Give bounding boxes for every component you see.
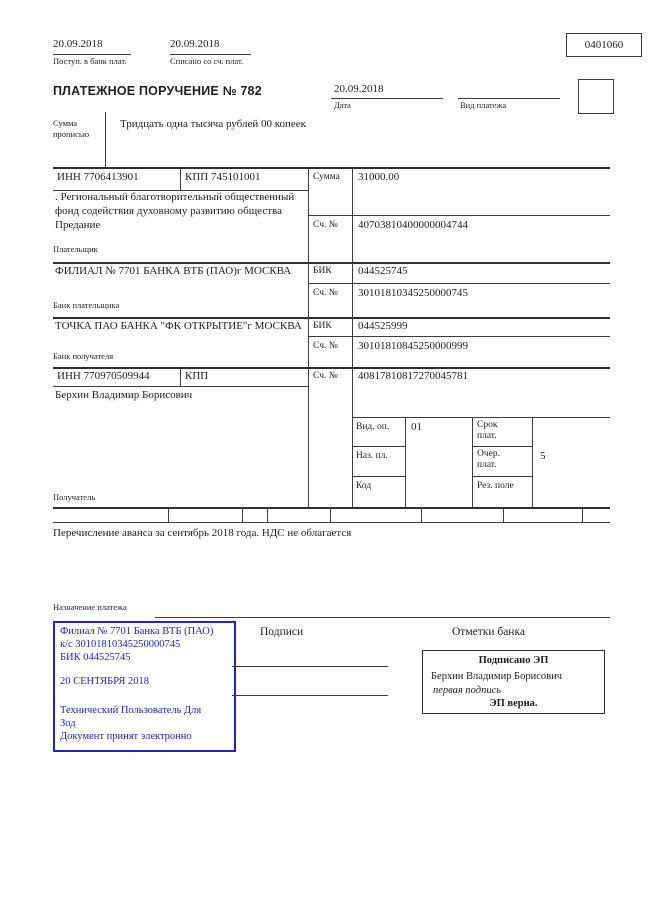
line <box>352 417 610 418</box>
line <box>472 476 532 477</box>
amount-in-words: Тридцать одна тысяча рублей 00 копеек <box>120 118 307 130</box>
amount-words-label: Сумма <box>53 118 78 128</box>
debited-label: Списано со сч. плат. <box>170 56 244 66</box>
sum-value: 31000.00 <box>358 171 400 183</box>
form-code: 0401060 <box>584 39 624 51</box>
form-code-box <box>566 33 642 57</box>
payment-purpose-text: Перечисление аванса за сентябрь 2018 года. НДС не облагается <box>53 527 352 539</box>
line <box>53 367 610 369</box>
payee-inn: ИНН 770970509944 <box>57 370 150 382</box>
line <box>331 98 443 99</box>
signatures-label: Подписи <box>260 626 304 638</box>
payer-bank-bik: 044525745 <box>358 265 408 277</box>
document-title: ПЛАТЕЖНОЕ ПОРУЧЕНИЕ № 782 <box>53 84 262 98</box>
document-date: 20.09.2018 <box>334 83 384 95</box>
line <box>582 507 583 522</box>
payer-bank-bik-label: БИК <box>313 266 332 276</box>
payment-kind-label: Вид платежа <box>460 100 507 110</box>
payee-bank-section-label: Банк получателя <box>53 351 114 361</box>
line <box>168 507 169 522</box>
payee-section-label: Получатель <box>53 492 96 502</box>
payee-bank-account: 30101810845250000999 <box>358 340 468 352</box>
line <box>53 262 610 264</box>
purpose-code-label: Наз. пл. <box>356 451 388 461</box>
payment-purpose-label: Назначение платежа <box>53 602 127 612</box>
debited-date: 20.09.2018 <box>170 38 220 50</box>
line <box>242 507 243 522</box>
line <box>155 617 610 618</box>
stamp-bik: БИК 044525745 <box>60 652 131 663</box>
date-label: Дата <box>334 100 351 110</box>
payee-account-label: Сч. № <box>313 371 338 381</box>
line <box>53 317 610 319</box>
stamp-signer-name: Берхин Владимир Борисович <box>431 671 562 682</box>
payer-account: 40703810400000004744 <box>358 219 468 231</box>
line <box>53 386 308 387</box>
line <box>308 215 610 216</box>
payee-account: 40817810817270045781 <box>358 370 468 382</box>
stamp-signed-title: Подписано ЭП <box>478 655 549 666</box>
line <box>352 446 405 447</box>
line <box>308 167 309 507</box>
line <box>421 507 422 522</box>
bank-marks-label: Отметки банка <box>452 626 525 638</box>
line <box>308 283 610 284</box>
term-label: плат. <box>477 431 497 441</box>
payer-bank-account-label: Сч. № <box>313 288 338 298</box>
signature-line <box>232 666 388 667</box>
payer-inn: ИНН 7706413901 <box>57 171 139 183</box>
line <box>170 54 251 55</box>
line <box>53 507 610 509</box>
payee-kpp-label: КПП <box>185 370 209 382</box>
op-kind-value: 01 <box>411 421 422 433</box>
line <box>105 112 106 167</box>
payer-section-label: Плательщик <box>53 244 98 254</box>
stamp-corr-account: к/с 30101810345250000745 <box>60 639 181 650</box>
line <box>330 507 331 522</box>
line <box>472 446 532 447</box>
stamp-bank-name: Филиал № 7701 Банка ВТБ (ПАО) <box>60 626 214 637</box>
payee-bank-bik-label: БИК <box>313 321 332 331</box>
received-in-bank-date: 20.09.2018 <box>53 38 103 50</box>
sum-label: Сумма <box>313 172 340 182</box>
line <box>352 167 353 507</box>
payer-name: фонд содействия духовному развитию общества <box>55 205 282 217</box>
reserve-field-label: Рез. поле <box>477 481 514 491</box>
line <box>180 367 181 386</box>
line <box>267 507 268 522</box>
line <box>405 417 406 507</box>
payer-bank-electronic-stamp <box>53 621 236 752</box>
line <box>352 476 405 477</box>
order-value: 5 <box>540 450 546 462</box>
line <box>53 522 610 523</box>
signature-line <box>232 695 388 696</box>
payer-bank-account: 30101810345250000745 <box>358 287 468 299</box>
stamp-verified: ЭП верна. <box>489 698 538 709</box>
line <box>308 336 610 337</box>
payer-bank-name: ФИЛИАЛ № 7701 БАНКА ВТБ (ПАО)г МОСКВА <box>55 265 292 277</box>
stamp-accepted-note: Документ принят электронно <box>60 731 192 742</box>
stamp-user: Зод <box>60 718 76 729</box>
order-label: плат. <box>477 460 497 470</box>
payment-kind-box <box>578 79 614 114</box>
payee-bank-bik: 044525999 <box>358 320 408 332</box>
stamp-date: 20 СЕНТЯБРЯ 2018 <box>60 676 149 687</box>
line <box>53 54 131 55</box>
line <box>532 417 533 507</box>
payee-bank-account-label: Сч. № <box>313 341 338 351</box>
stamp-user: Технический Пользователь Для <box>60 705 202 716</box>
line <box>180 167 181 190</box>
amount-words-label: прописью <box>53 129 90 139</box>
payer-account-label: Сч. № <box>313 220 338 230</box>
payer-bank-section-label: Банк плательщика <box>53 300 120 310</box>
payer-kpp: КПП 745101001 <box>185 171 261 183</box>
line <box>503 507 504 522</box>
term-label: Срок <box>477 420 498 430</box>
line <box>472 417 473 507</box>
payer-name: Предание <box>55 219 101 231</box>
line <box>53 167 610 169</box>
op-kind-label: Вид. оп. <box>356 422 390 432</box>
order-label: Очер. <box>477 449 500 459</box>
code-label: Код <box>356 481 372 491</box>
signed-ep-stamp <box>422 650 605 714</box>
payee-name: Берхин Владимир Борисович <box>55 389 193 401</box>
line <box>458 98 560 99</box>
payee-bank-name: ТОЧКА ПАО БАНКА "ФК ОТКРЫТИЕ"г МОСКВА <box>55 320 302 332</box>
stamp-first-signature: первая подпись <box>433 685 502 696</box>
payer-name: . Региональный благотворительный общественный <box>55 191 295 203</box>
received-in-bank-label: Поступ. в банк плат. <box>53 56 127 66</box>
